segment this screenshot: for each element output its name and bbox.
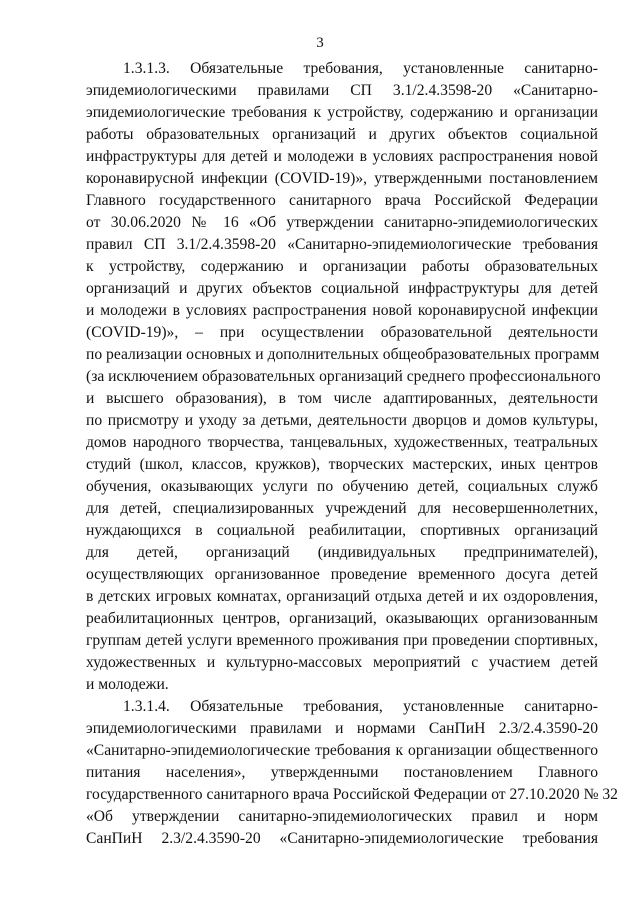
text-line: по присмотру и уходу за детьми, деятельности дворцов и домов культуры, <box>86 412 598 429</box>
text-line: к устройству, содержанию и организации работы образовательных <box>86 258 598 275</box>
text-line: для детей, организаций (индивидуальных предпринимателей), <box>86 544 598 561</box>
text-line: питания населения», утвержденными постановлением Главного <box>86 764 598 781</box>
text-line: эпидемиологическими правилами СП 3.1/2.4.3598-20 «Санитарно- <box>86 82 598 99</box>
text-line: 1.3.1.4. Обязательные требования, установленные санитарно- <box>123 698 598 715</box>
text-line: инфраструктуры для детей и молодежи в условиях распространения новой <box>86 148 598 165</box>
text-line: и высшего образования), в том числе адаптированных, деятельности <box>86 390 598 407</box>
text-line: (COVID-19)», – при осуществлении образовательной деятельности <box>86 324 598 341</box>
text-line: работы образовательных организаций и других объектов социальной <box>86 126 598 143</box>
paragraph-1-3-1-3 <box>86 58 601 696</box>
text-line: государственного санитарного врача Российской Федерации от 27.10.2020 № 32 <box>86 786 618 803</box>
text-line: группам детей услуги временного проживания при проведении спортивных, <box>86 632 598 649</box>
paragraph-1-3-1-4 <box>86 696 618 850</box>
text-line: эпидемиологические требования к устройству, содержанию и организации <box>86 104 598 121</box>
text-line: и молодежи в условиях распространения новой коронавирусной инфекции <box>86 302 598 319</box>
text-line: организаций и других объектов социальной инфраструктуры для детей <box>86 280 598 297</box>
text-line: осуществляющих организованное проведение временного досуга детей <box>86 566 598 583</box>
text-line: нуждающихся в социальной реабилитации, спортивных организаций <box>86 522 598 539</box>
text-line: СанПиН 2.3/2.4.3590-20 «Санитарно-эпидемиологические требования <box>86 830 598 847</box>
text-line: для детей, специализированных учреждений для несовершеннолетних, <box>86 500 598 517</box>
page-number: 3 <box>316 35 324 51</box>
text-line: 1.3.1.3. Обязательные требования, установленные санитарно- <box>123 60 598 77</box>
text-line: художественных и культурно-массовых мероприятий с участием детей <box>86 654 598 671</box>
document-body <box>86 58 618 850</box>
text-line: правил СП 3.1/2.4.3598-20 «Санитарно-эпидемиологические требования <box>86 236 598 253</box>
text-line: в детских игровых комнатах, организаций отдыха детей и их оздоровления, <box>86 588 598 605</box>
text-line: коронавирусной инфекции (COVID-19)», утвержденными постановлением <box>86 170 598 187</box>
text-line: студий (школ, классов, кружков), творческих мастерских, иных центров <box>86 456 598 473</box>
text-line: от 30.06.2020 № 16 «Об утверждении санитарно-эпидемиологических <box>86 214 598 231</box>
text-line: домов народного творчества, танцевальных, художественных, театральных <box>86 434 598 451</box>
text-line: «Об утверждении санитарно-эпидемиологических правил и норм <box>86 808 598 825</box>
text-line: и молодежи. <box>86 676 169 693</box>
text-line: по реализации основных и дополнительных общеобразовательных программ <box>86 346 600 363</box>
text-line: «Санитарно-эпидемиологические требования к организации общественного <box>86 742 598 759</box>
text-line: обучения, оказывающих услуги по обучению детей, социальных служб <box>86 478 598 495</box>
text-line: (за исключением образовательных организаций среднего профессионального <box>86 368 601 385</box>
text-line: Главного государственного санитарного врача Российской Федерации <box>86 192 598 209</box>
text-line: эпидемиологическими правилами и нормами СанПиН 2.3/2.4.3590-20 <box>86 720 598 737</box>
text-line: реабилитационных центров, организаций, оказывающих организованным <box>86 610 598 627</box>
